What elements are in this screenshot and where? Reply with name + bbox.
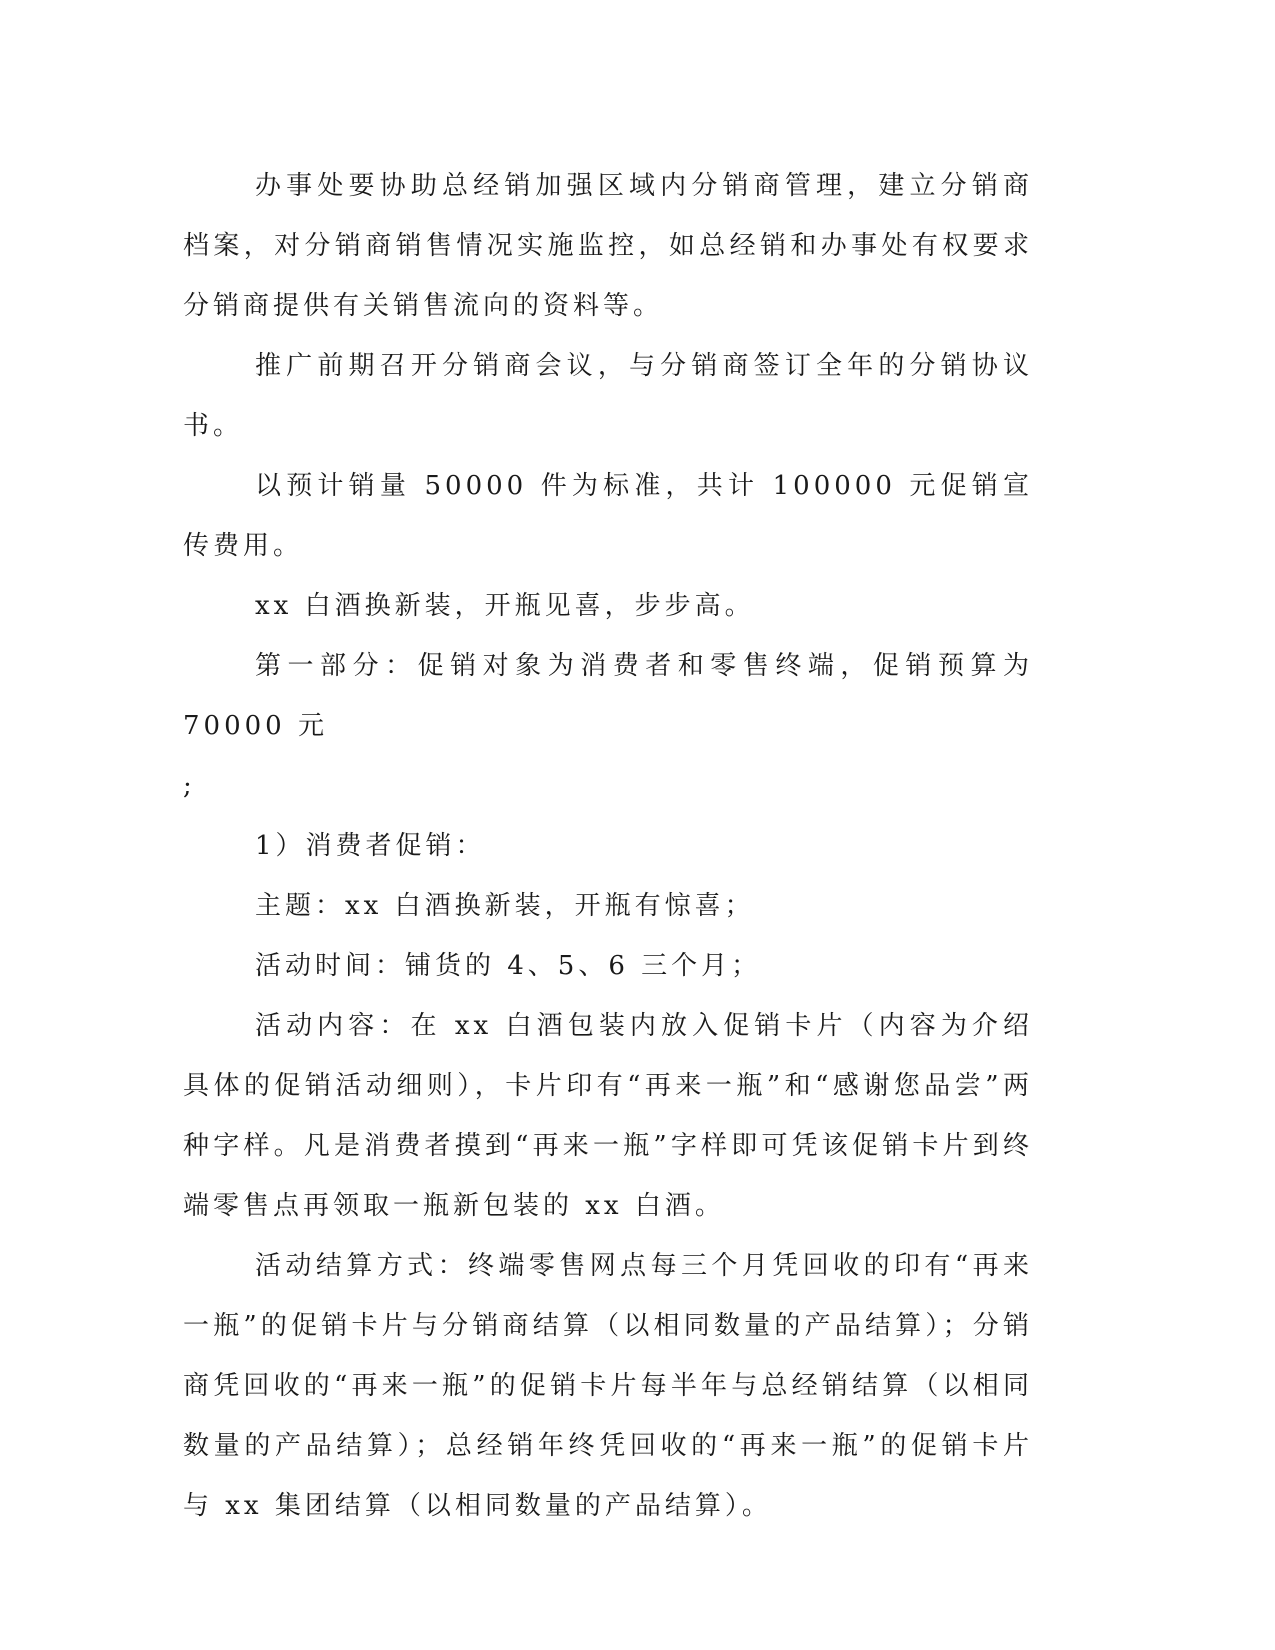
paragraph-consumer-promotion: 1）消费者促销：	[255, 831, 486, 861]
paragraph-budget-standard: 以预计销量 50000 件为标准，共计 100000 元促销宣传费用。	[183, 471, 1033, 561]
document-body	[183, 156, 1033, 1536]
paragraph-part-one: 第一部分：促销对象为消费者和零售终端，促销预算为 70000 元	[183, 651, 1033, 741]
paragraph-distributor-meeting: 推广前期召开分销商会议，与分销商签订全年的分销协议书。	[183, 351, 1033, 441]
paragraph-slogan: xx 白酒换新装，开瓶见喜，步步高。	[255, 591, 755, 621]
paragraph-settlement-method: 活动结算方式：终端零售网点每三个月凭回收的印有“再来一瓶”的促销卡片与分销商结算（以相同数量的产品结算）；分销商凭回收的“再来一瓶”的促销卡片每半年与总经销结算（以相同数量的产品结算）；总经销年终凭回收的“再来一瓶”的促销卡片与 xx 集团结算（以相同数量的产品结算）。	[183, 1251, 1033, 1521]
paragraph-semicolon: ;	[183, 771, 196, 801]
paragraph-distributor-management: 办事处要协助总经销加强区域内分销商管理，建立分销商档案，对分销商销售情况实施监控，如总经销和办事处有权要求分销商提供有关销售流向的资料等。	[183, 171, 1033, 321]
paragraph-theme: 主题：xx 白酒换新装，开瓶有惊喜；	[255, 891, 755, 921]
paragraph-activity-content: 活动内容：在 xx 白酒包装内放入促销卡片（内容为介绍具体的促销活动细则），卡片印有“再来一瓶”和“感谢您品尝”两种字样。凡是消费者摸到“再来一瓶”字样即可凭该促销卡片到终端零售点再领取一瓶新包装的 xx 白酒。	[183, 1011, 1033, 1221]
paragraph-activity-time: 活动时间：铺货的 4、5、6 三个月；	[255, 951, 762, 981]
